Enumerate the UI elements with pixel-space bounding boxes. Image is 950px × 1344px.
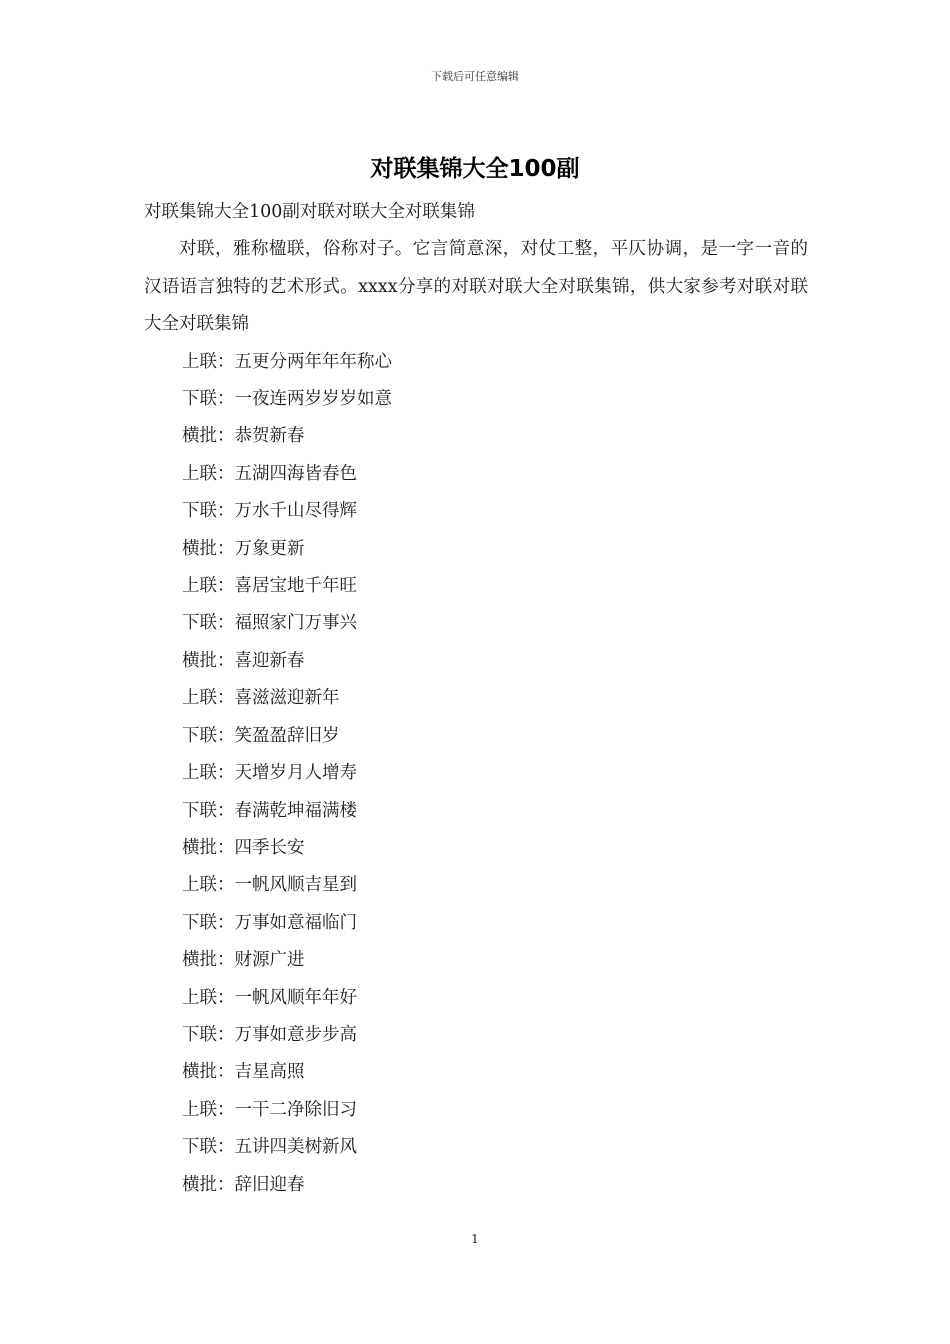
couplet-line: 下联：福照家门万事兴 [182, 613, 357, 634]
couplet-line: 横批：四季长安 [182, 837, 305, 858]
couplet-line: 下联：一夜连两岁岁岁如意 [182, 389, 392, 410]
couplet-line: 上联：五湖四海皆春色 [182, 463, 357, 484]
couplet-line: 上联：一干二净除旧习 [182, 1099, 357, 1120]
couplet-line: 下联：笑盈盈辞旧岁 [182, 725, 340, 746]
couplet-line: 上联：一帆风顺吉星到 [182, 875, 357, 896]
document-body [144, 194, 808, 1204]
couplet-line: 下联：五讲四美树新风 [182, 1137, 357, 1158]
couplet-line: 上联：喜滋滋迎新年 [182, 688, 340, 709]
couplet-line: 下联：春满乾坤福满楼 [182, 800, 357, 821]
couplet-line: 横批：恭贺新春 [182, 426, 305, 447]
couplet-line: 横批：万象更新 [182, 538, 305, 559]
couplet-line: 下联：万事如意步步高 [182, 1024, 357, 1045]
couplet-line: 下联：万事如意福临门 [182, 912, 357, 933]
intro-paragraph: 对联，雅称楹联，俗称对子。它言简意深，对仗工整，平仄协调，是一字一音的汉语语言独特的艺术形式。xxxx分享的对联对联大全对联集锦，供大家参考对联对联大全对联集锦 [144, 239, 808, 335]
couplet-line: 上联：一帆风顺年年好 [182, 987, 357, 1008]
document-subtitle: 对联集锦大全100副对联对联大全对联集锦 [144, 202, 475, 222]
document-title: 对联集锦大全100副 [370, 156, 580, 182]
couplet-line: 上联：天增岁月人增寿 [182, 763, 357, 784]
couplet-line: 横批：喜迎新春 [182, 650, 305, 671]
couplet-line: 横批：辞旧迎春 [182, 1174, 305, 1195]
couplet-line: 上联：五更分两年年年称心 [182, 351, 392, 372]
page-header-note: 下载后可任意编辑 [431, 70, 519, 83]
page-number: 1 [471, 1232, 479, 1246]
couplet-line: 横批：吉星高照 [182, 1062, 305, 1083]
couplet-line: 下联：万水千山尽得辉 [182, 501, 357, 522]
couplet-line: 上联：喜居宝地千年旺 [182, 576, 357, 597]
couplet-line: 横批：财源广进 [182, 950, 305, 971]
